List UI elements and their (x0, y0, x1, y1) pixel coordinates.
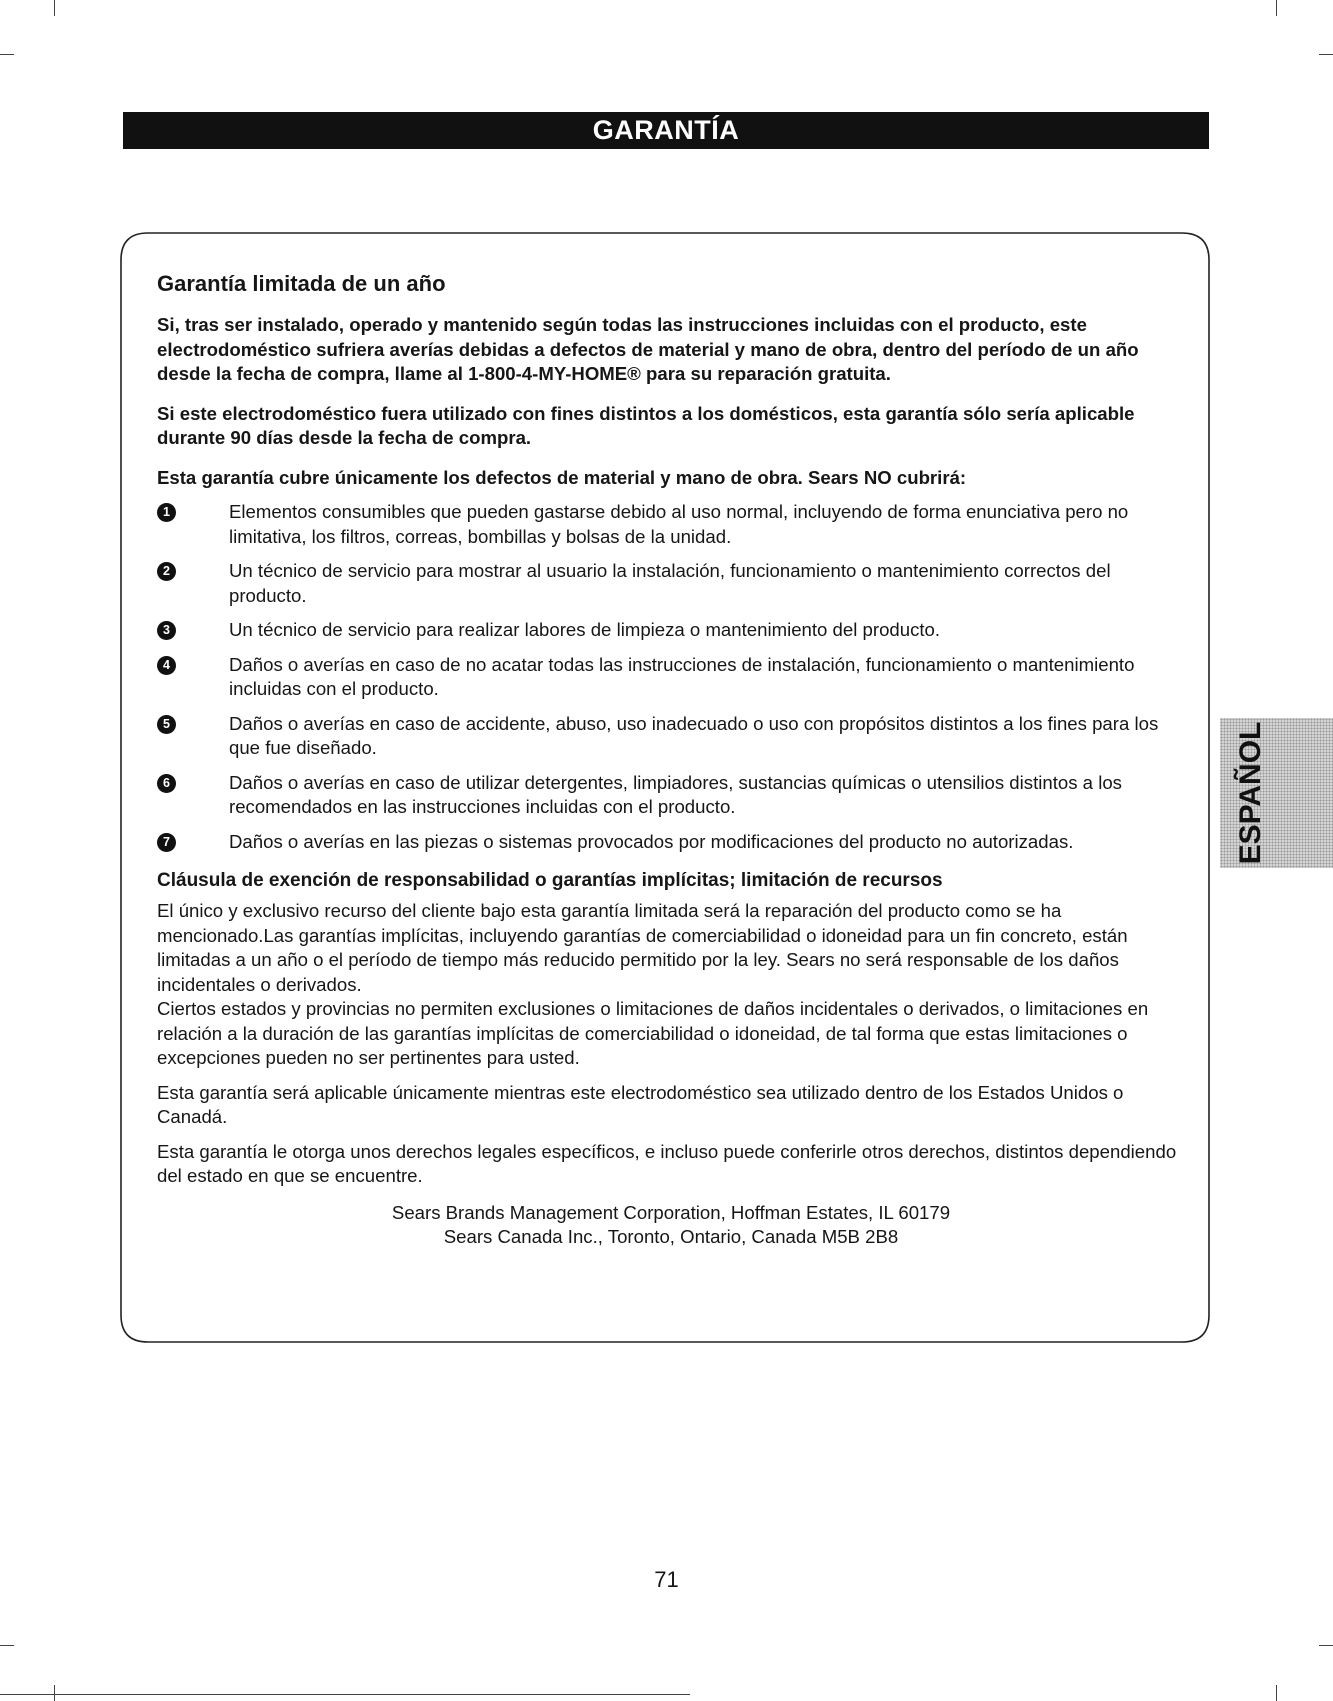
list-item (157, 830, 1185, 855)
number-badge: 7 (157, 833, 176, 852)
list-item-text: Un técnico de servicio para realizar labores de limpieza o mantenimiento del producto. (229, 619, 941, 640)
crop-mark (1276, 1685, 1277, 1701)
list-item (157, 771, 1185, 820)
address-line: Sears Canada Inc., Toronto, Ontario, Canada M5B 2B8 (443, 1226, 899, 1247)
list-item-text: Daños o averías en caso de accidente, abuso, uso inadecuado o uso con propósitos distintos a los fines para los que fue diseñado. (229, 712, 1159, 758)
crop-mark (1276, 0, 1277, 16)
list-item (157, 500, 1185, 549)
company-address (157, 1201, 1185, 1250)
coverage-heading: Esta garantía cubre únicamente los defectos de material y mano de obra. Sears NO cubrirá: (157, 466, 967, 488)
page-title: GARANTÍA (592, 115, 740, 145)
warranty-content (157, 270, 1185, 1250)
crop-mark (54, 1685, 55, 1701)
disclaimer-paragraph: Ciertos estados y provincias no permiten exclusiones o limitaciones de daños incidentales o derivados, o limitaciones en relación a la duración de las garantías implícitas de comerciabilidad o idoneidad, de tal forma que estas limitaciones o excepciones pueden no ser pertinentes para usted. (157, 998, 1149, 1068)
number-badge: 4 (157, 656, 176, 675)
page-number: 71 (654, 1567, 679, 1592)
crop-mark (1319, 54, 1333, 55)
crop-mark (0, 1645, 14, 1646)
number-badge: 2 (157, 562, 176, 581)
address-line: Sears Brands Management Corporation, Hoffman Estates, IL 60179 (391, 1201, 951, 1223)
disclaimer-paragraph: El único y exclusivo recurso del cliente bajo esta garantía limitada será la reparación del producto como se ha mencionado.Las garantías implícitas, incluyendo garantías de comerciabilidad o idoneidad para un fin concreto, están limitadas a un año o el período de tiempo más reducido permitido por la ley. Sears no será responsable de los daños incidentales o derivados. (157, 900, 1128, 995)
list-item-text: Daños o averías en caso de no acatar todas las instrucciones de instalación, funcionamiento o mantenimiento incluidas con el producto. (229, 653, 1135, 699)
warranty-heading: Garantía limitada de un año (157, 271, 446, 296)
list-item-text: Un técnico de servicio para mostrar al usuario la instalación, funcionamiento o mantenimiento correctos del producto. (229, 560, 1111, 606)
page-header (123, 112, 1209, 149)
commercial-use-paragraph: Si este electrodoméstico fuera utilizado con fines distintos a los domésticos, esta garantía sólo sería aplicable durante 90 días desde la fecha de compra. (157, 402, 1135, 448)
list-item-text: Daños o averías en las piezas o sistemas provocados por modificaciones del producto no autorizadas. (229, 830, 1074, 852)
number-badge: 1 (157, 503, 176, 522)
list-item-text: Daños o averías en caso de utilizar detergentes, limpiadores, sustancias químicas o utensilios distintos a los recomendados en las instrucciones incluidas con el producto. (229, 771, 1122, 817)
list-item-text: Elementos consumibles que pueden gastarse debido al uso normal, incluyendo de forma enunciativa pero no limitativa, los filtros, correas, bombillas y bolsas de la unidad. (229, 501, 1129, 547)
language-tab-label: ESPAÑOL (1234, 721, 1267, 865)
crop-mark (1319, 1645, 1333, 1646)
rights-paragraph: Esta garantía le otorga unos derechos legales específicos, e incluso puede conferirle otros derechos, distintos dependiendo del estado en que se encuentre. (157, 1140, 1177, 1186)
number-badge: 5 (157, 715, 176, 734)
exclusions-list (157, 500, 1185, 854)
bottom-rule (0, 1694, 690, 1695)
list-item (157, 653, 1185, 702)
list-item (157, 712, 1185, 761)
intro-paragraph: Si, tras ser instalado, operado y mantenido según todas las instrucciones incluidas con el producto, este electrodoméstico sufriera averías debidas a defectos de material y mano de obra, dentro del período de un año desde la fecha de compra, llame al 1-800-4-MY-HOME® para su reparación gratuita. (157, 314, 1139, 384)
number-badge: 6 (157, 774, 176, 793)
crop-mark (54, 0, 55, 16)
list-item (157, 618, 1185, 643)
list-item (157, 559, 1185, 608)
number-badge: 3 (157, 621, 176, 640)
crop-mark (0, 54, 14, 55)
territory-paragraph: Esta garantía será aplicable únicamente mientras este electrodoméstico sea utilizado dentro de los Estados Unidos o Canadá. (157, 1081, 1124, 1127)
disclaimer-heading: Cláusula de exención de responsabilidad o garantías implícitas; limitación de recursos (157, 870, 943, 891)
